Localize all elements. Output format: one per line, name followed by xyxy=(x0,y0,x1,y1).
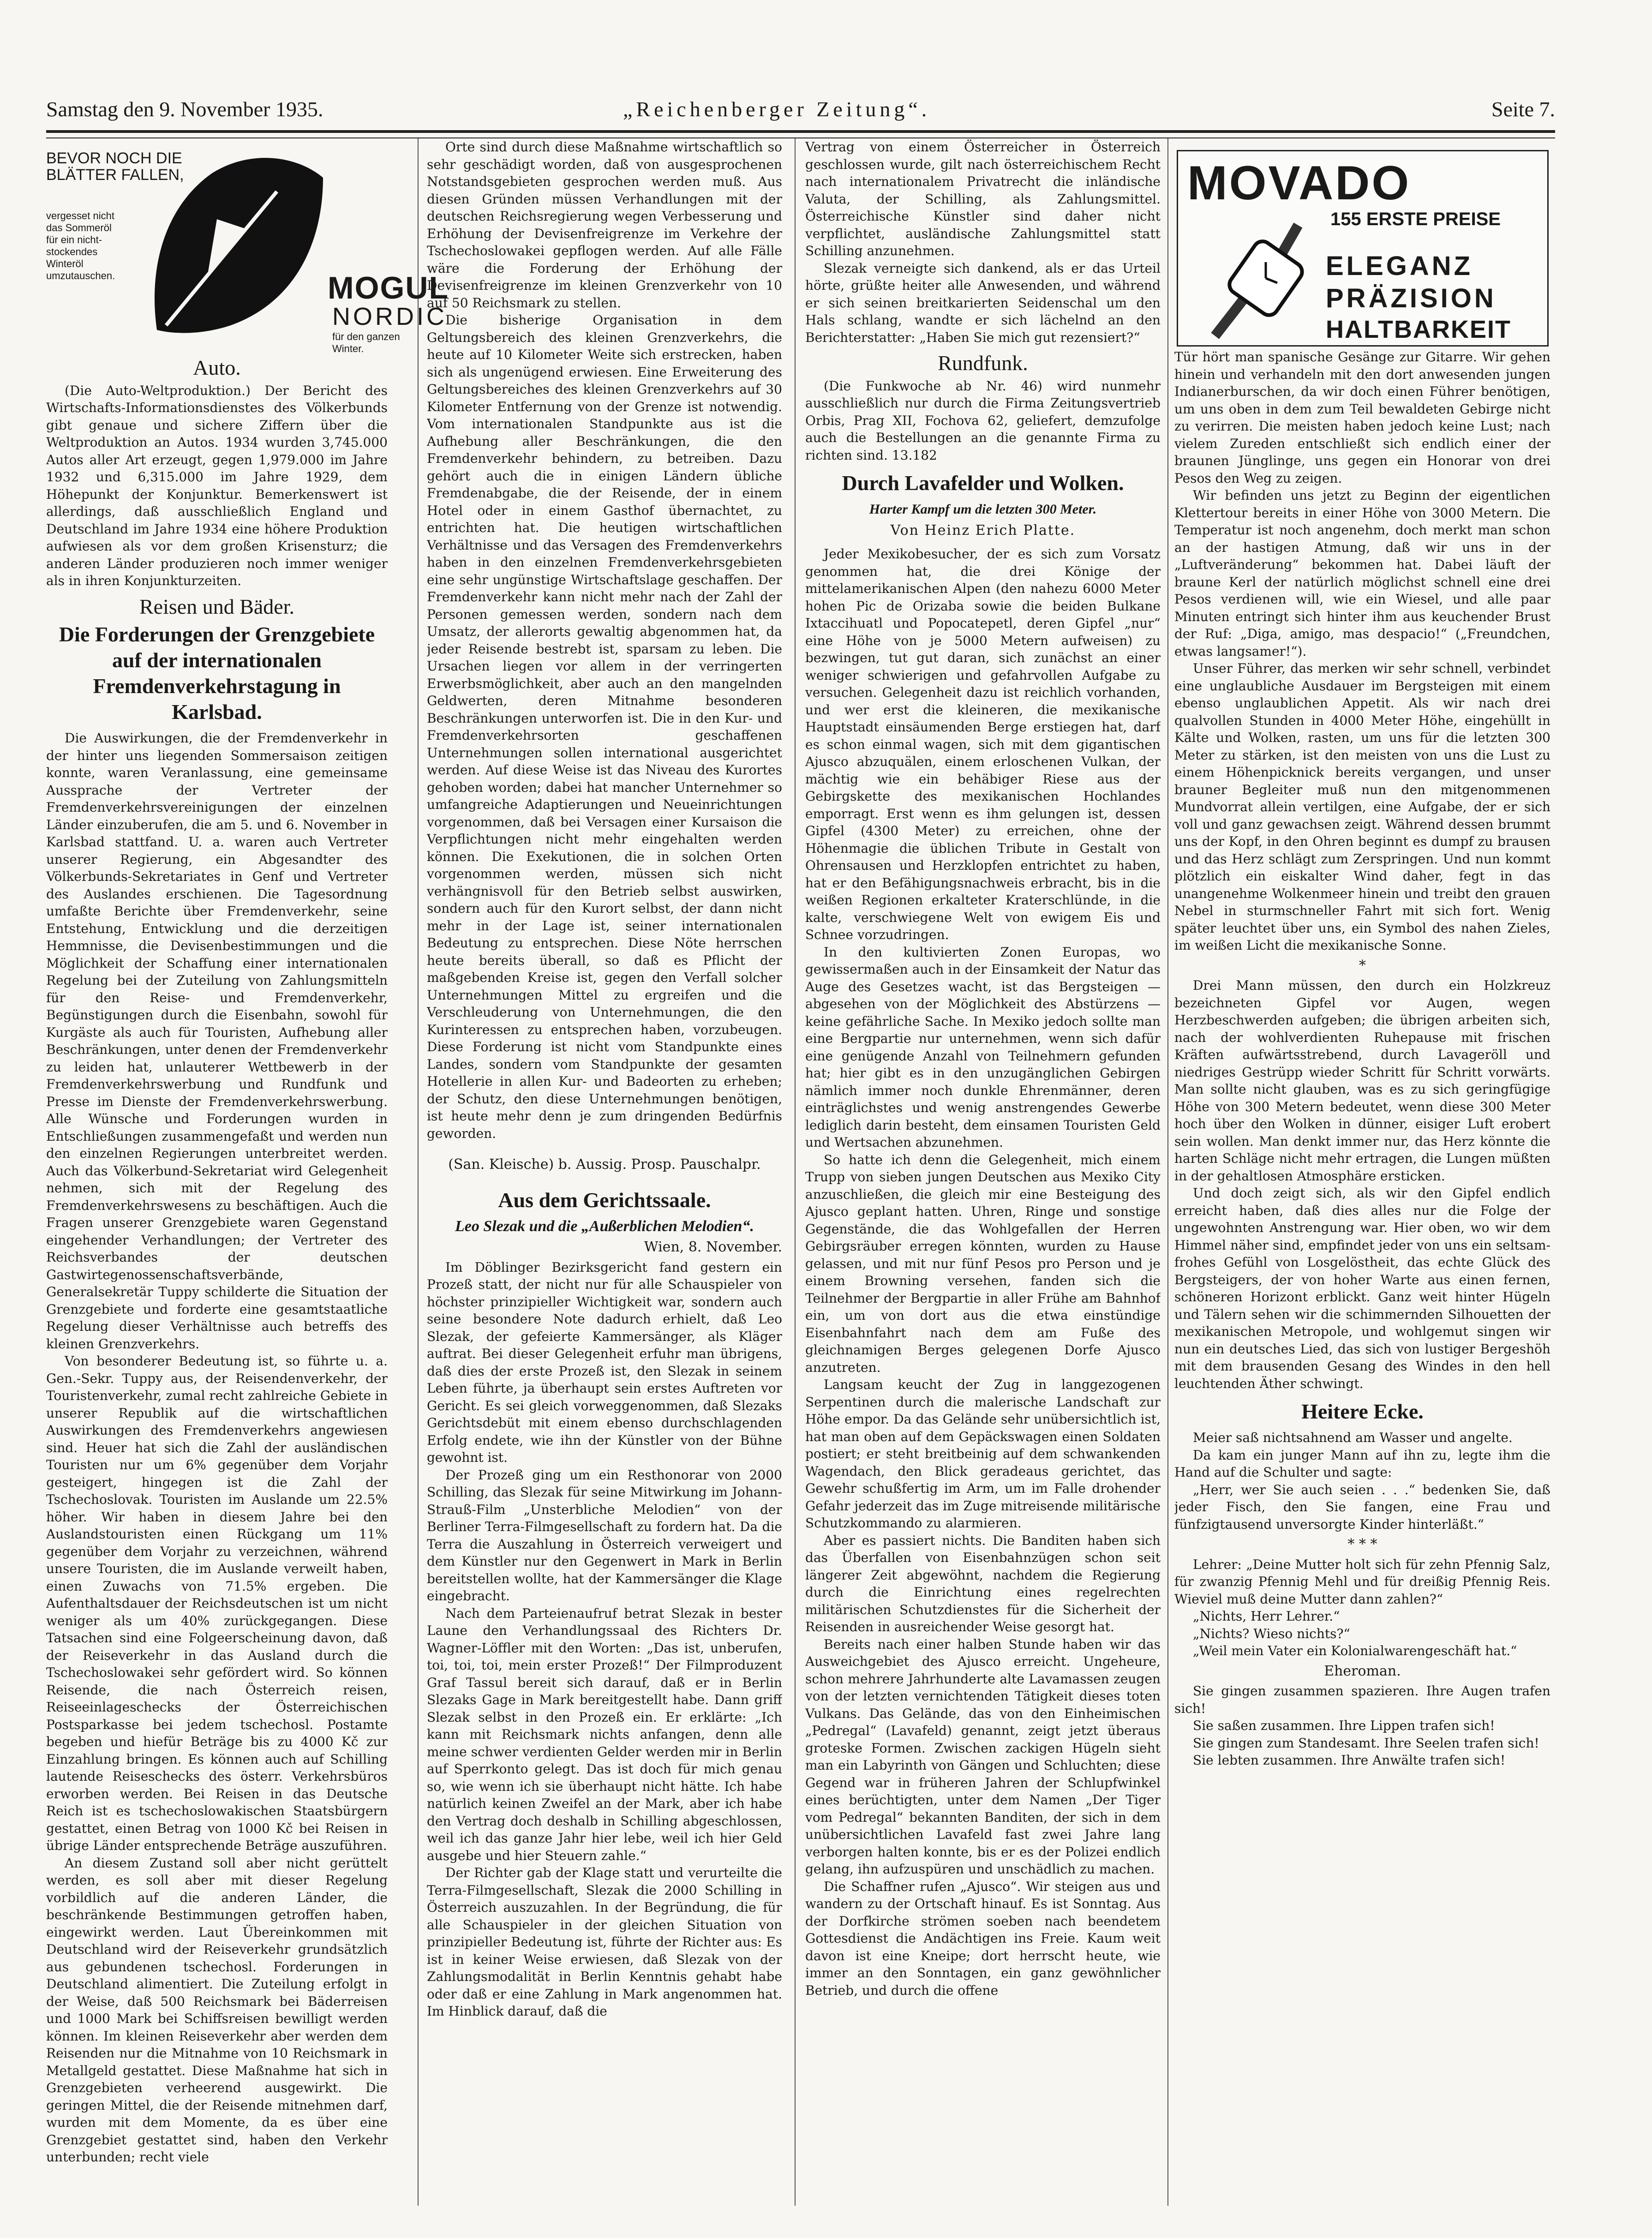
joke-line: „Nichts, Herr Lehrer.“ xyxy=(1193,1609,1340,1624)
article-paragraph: Der Prozeß ging um ein Resthonorar von 2000 Schilling, das Slezak für seine Mitwirkung im Johann-Strauß-Film „Unsterbliche Melodien“ von der Berliner Terra-Filmgesellschaft zu fordern hat. Da die Terra die Auszahlung in Österreich verweigert und dem Künstler nur den Gegenwert in Mark in Berlin bereitstellen wollte, hat der Kammersänger die Klage eingebracht. xyxy=(427,1467,782,1604)
article-rundfunk: (Die Funkwoche ab Nr. 46) wird nunmehr ausschließlich nur durch die Firma Zeitungsvertrieb Orbis, Prag XII, Fochova 62, geliefert, demzufolge auch die Bestellungen an die genannte Firma zu richten sind. 13.182 xyxy=(805,378,1161,463)
article-paragraph: Unser Führer, das merken wir sehr schnell, verbindet eine unglaubliche Ausdauer im Bergsteigen mit einem ebenso unglaublichen Appetit. Als wir nach drei qualvollen Stunden in 4000 Meter Höhe, eingehüllt in Kälte und Wolken, rasten, um uns für die letzten 300 Meter zu stärken, ist den meisten von uns die Lust zu einem Höhenpicknick bereits vergangen, und unser brauner Begleiter muß nun den mitgenommenen Mundvorrat allein vertilgen, eine Aufgabe, der er sich voll und ganz gewachsen zeigt. Während dessen brummt uns der Kopf, in den Ohren beginnt es dumpf zu brausen und das Herz schlägt zum Zerspringen. Und nun kommt plötzlich ein eiskalter Wind daher, fegt in das unangenehme Wolkenmeer hinein und treibt den grauen Nebel in sturmschneller Fahrt mit sich fort. Wenig später leuchtet über uns, ein Symbol des nahen Zieles, im weißen Licht die mexikanische Sonne. xyxy=(1174,661,1550,953)
article-paragraph: Wir befinden uns jetzt zu Beginn der eigentlichen Klettertour bereits in einer Höhe von 3000 Metern. Die Temperatur ist noch angenehm, doch merkt man schon an der hastigen Atmung, daß wir uns in der „Luftveränderung“ bekommen hat. Dabei läuft der braune Kerl der natürlich möglichst schnell eine drei Pesos verdienen will, wie ein Wiesel, und alle paar Minuten entringt sich hinter ihm aus keuchender Brust der Ruf: „Diga, amigo, mas despacio!“ („Freundchen, etwas langsamer!“). xyxy=(1174,488,1550,659)
column-4 xyxy=(1174,138,1550,2210)
mogul-brand-nordic: NORDIC xyxy=(332,303,447,330)
article-paragraph: So hatte ich denn die Gelegenheit, mich einem Trupp von sieben jungen Deutschen aus Mexiko City anzuschließen, die gleich mir eine Besteigung des Ajusco geplant hatten. Uhren, Ringe und sonstige Gegenstände, die das Wohlgefallen der Herren Gebirgsräuber erregen könnten, wurden zu Hause gelassen, und mit nur fünf Pesos pro Person und je einem Browning versehen, fanden sich die Teilnehmer der Bergpartie in aller Frühe am Bahnhof ein, um von dort aus die etwa einstündige Eisenbahnfahrt nach dem am Fuße des gleichnamigen Berges gelegenen Dorfe Ajusco anzutreten. xyxy=(805,1152,1161,1375)
section-heading-gericht: Aus dem Gerichtssaale. xyxy=(498,1188,711,1212)
article-paragraph: Tür hört man spanische Gesänge zur Gitarre. Wir gehen hinein und verhandeln mit den dort anwesenden jungen Indianerburschen, da wir doch einen Führer benötigen, um uns oben in dem zum Teil bewaldeten Gebirge nicht zu verirren. Die meisten haben jedoch keine Lust; nach vielem Zureden entschließt sich endlich einer der braunen Jünglinge, uns gegen ein Honorar von drei Pesos den Weg zu zeigen. xyxy=(1174,349,1550,486)
article-paragraph: Vertrag von einem Österreicher in Österreich geschlossen wurde, gilt nach österreichischem Recht nach internationalem Privatrecht die inländische Valuta, der Schilling, als Zahlungsmittel. Österreichische Künstler sind daher nicht verpflichtet, ausländische Zahlungsmittel statt Schilling anzunehmen. xyxy=(805,139,1161,258)
article-paragraph: In den kultivierten Zonen Europas, wo gewissermaßen auch in der Einsamkeit der Natur das Auge des Gesetzes wacht, ist das Bergsteigen — abgesehen von der Möglichkeit des Abstürzens — keine gefährliche Sache. In Mexiko jedoch sollte man eine Bergpartie nur unternehmen, wenn sich dafür eine genügende Anzahl von Teilnehmern gefunden hat; hier gibt es in den unzugänglichen Gebirgen nämlich immer noch dunkle Ehrenmänner, deren einträglichstes und wenig anstrengendes Gewerbe lediglich darin besteht, dem einsamen Touristen Geld und Wertsachen abzunehmen. xyxy=(805,944,1161,1150)
joke-line: Sie lebten zusammen. Ihre Anwälte trafen sich! xyxy=(1193,1753,1506,1768)
article-title-lavafelder: Durch Lavafelder und Wolken. xyxy=(842,471,1124,495)
article-paragraph: Slezak verneigte sich dankend, als er das Urteil hörte, grüßte heiter alle Anwesenden, und während er sich seinen breitkarierten Seidenschal um den Hals schlang, wandte er sich lächelnd an den Berichterstatter: „Haben Sie mich gut rezensiert?“ xyxy=(805,260,1161,345)
joke-line: „Weil mein Vater ein Kolonialwarengeschäft hat.“ xyxy=(1193,1643,1517,1658)
joke-line: „Herr, wer Sie auch seien . . .“ bedenken Sie, daß jeder Fisch, den Sie fangen, eine Frau und fünfzigtausend unversorgte Kinder hinterläßt.“ xyxy=(1174,1482,1550,1532)
mogul-tagline: für den ganzen Winter. xyxy=(332,331,400,354)
joke-line: Da kam ein junger Mann auf ihn zu, legte ihm die Hand auf die Schulter und sagte: xyxy=(1174,1447,1550,1480)
mogul-small-text: vergesset nicht das Sommeröl für ein nicht-stockendes Winteröl umzutauschen. xyxy=(46,210,115,281)
article-paragraph: Drei Mann müssen, den durch ein Holzkreuz bezeichneten Gipfel vor Augen, wegen Herzbeschwerden aufgeben; die übrigen arbeiten sich, nach der wohlverdienten Ruhepause mit frischen Kräften aufwärtsstrebend, durch Lavageröll und niedriges Gestrüpp wieder Schritt für Schritt vorwärts. Man sollte nicht glauben, was es zu sich geringfügige Höhe von 300 Metern bedeutet, wenn diese 300 Meter hoch über den Wolken in dünner, eisiger Luft erobert sein wollen. Man denkt immer nur, das Herz könnte die harten Schläge nicht mehr ertragen, die Lungen müßten in der gehaltlosen Atmosphäre ersticken. xyxy=(1174,978,1550,1184)
movado-haltbarkeit: HALTBARKEIT xyxy=(1326,316,1511,343)
movado-praezision: PRÄZISION xyxy=(1326,283,1496,313)
article-paragraph: Nach dem Parteienaufruf betrat Slezak in bester Laune den Verhandlungssaal des Richters Dr. Wagner-Löffler mit den Worten: „Das ist, unberufen, toi, toi, toi, mein erster Prozeß!“ Der Filmproduzent Graf Tassul bereit sich darauf, daß er in Berlin Slezaks Gage in Mark bereitgestellt habe. Dann griff Slezak selbst in den Prozeß ein. Er erklärte: „Ich kann mit Reichsmark nichts anfangen, denn alle meine schwer verdienten Gelder werden mir in Berlin auf Sperrkonto gelegt. Das ist doch für mich genau so, wie wenn ich sie überhaupt nicht hätte. Ich habe natürlich keinen Zweifel an der Mark, aber ich habe den Vertrag doch deshalb in Schilling abgeschlossen, weil ich das ganze Jahr hier lebe, weil ich hier Geld ausgebe und hier Steuern zahle.“ xyxy=(427,1605,782,1863)
article-paragraph: Die Auswirkungen, die der Fremdenverkehr in der hinter uns liegenden Sommersaison zeitigen konnte, waren Veranlassung, eine gemeinsame Aussprache der Vertreter der Fremdenverkehrsvereinigungen der einzelnen Länder einzuberufen, die am 5. und 6. November in Karlsbad stattfand. U. a. waren auch Vertreter unserer Regierung, ein Abgesandter des Völkerbunds-Sekretariates in Genf und Vertreter des Auslandes erschienen. Die Tagesordnung umfaßte Berichte über Fremdenverkehr, seine Entstehung, Entwicklung und die derzeitigen Hemmnisse, die Devisenbestimmungen und die Möglichkeit der Schaffung einer internationalen Regelung bei der Zuteilung von Zahlungsmitteln für den Reise- und Fremdenverkehr, Begünstigungen durch die Eisenbahn, sowohl für Kurgäste als auch für Touristen, Aufhebung aller Beschränkungen, unter denen der Fremdenverkehr zu leiden hat, unlauterer Wettbewerb in der Fremdenverkehrswerbung und Rundfunk und Presse im Dienste der Fremdenverkehrswerbung. Alle Wünsche und Forderungen wurden in Entschließungen zusammengefaßt und werden nun den einzelnen Regierungen unterbreitet werden. Auch das Völkerbund-Sekretariat wird Gelegenheit nehmen, sich mit der Regelung des Fremdenverkehrswesens zu beschäftigen. Auch die Fragen unserer Grenzgebiete waren Gegenstand eingehender Verhandlungen; der Vertreter des Reichsverbandes der deutschen Gastwirtegenossenschaftsverbände, Generalsekretär Tuppy schilderte die Situation der Grenzgebiete und forderte eine gesamtstaatliche Regelung dieser Verhältnisse auch betreffs des kleinen Grenzverkehrs. xyxy=(46,730,388,1352)
masthead xyxy=(46,92,1555,125)
section-heading-rundfunk: Rundfunk. xyxy=(938,351,1028,375)
column-divider xyxy=(1167,138,1168,2206)
joke-line: Lehrer: „Deine Mutter holt sich für zehn Pfennig Salz, für zwanzig Pfennig Mehl und für dreißig Pfennig Reis. Wieviel muß deine Mutter dann zahlen?“ xyxy=(1174,1556,1550,1607)
page-number: Seite 7. xyxy=(1491,97,1555,121)
movado-prizes: 155 ERSTE PREISE xyxy=(1330,209,1501,229)
header-rule xyxy=(46,130,1555,138)
byline: Von Heinz Erich Platte. xyxy=(890,522,1076,539)
article-paragraph: Die bisherige Organisation in dem Geltungsbereich des kleinen Grenzverkehrs, die heute auf 10 Kilometer Weite sich erstrecken, haben sich als ungenügend erwiesen. Eine Erweiterung des Geltungsbereiches des kleinen Grenzverkehrs auf 30 Kilometer Entfernung von der Grenze ist notwendig. Vom internationalen Standpunkte aus ist die Aufhebung aller Beschränkungen, die den Fremdenverkehr behindern, zu betreiben. Dazu gehört auch die in einigen Ländern übliche Fremdenabgabe, die der Reisende, der in einem Hotel oder in einem Gasthof übernachtet, zu entrichten hat. Die heutigen wirtschaftlichen Verhältnisse und das Versagen des Fremdenverkehrs haben in den einzelnen Fremdenverkehrsgebieten eine sehr ungünstige Wirtschaftslage geschaffen. Der Fremdenverkehr kann nicht mehr nach der Zahl der Personen gemessen werden, sondern nach dem Umsatz, der allerorts gewaltig abgenommen hat, da jeder Reisende bestrebt ist, sparsam zu leben. Die Ursachen liegen vor allem in der verringerten Erwerbsmöglichkeit, aber auch an den mangelnden Geldwerten, deren Mitnahme besonderen Beschränkungen unterworfen ist. Die in den Kur- und Fremdenverkehrsorten geschaffenen Unternehmungen sollen international ausgerichtet werden. Auf diese Weise ist das Niveau des Kurortes gehoben worden; dabei hat mancher Unternehmer so umfangreiche Adaptierungen und Neueinrichtungen vorgenommen, daß bei Versagen einer Kursaison die Verpflichtungen nicht mehr eingehalten werden können. Die Exekutionen, die in solchen Orten vorgenommen werden, müssen sich nicht verhängnisvoll für den Betrieb selbst auswirken, sondern auch für den Kurort selbst, der dann nicht mehr in der Lage ist, seiner internationalen Bedeutung zu entsprechen. Diese Nöte herrschen heute bereits überall, so daß es Pflicht der maßgebenden Kreise ist, gegen den Verfall solcher Unternehmungen Mittel zu ergreifen und die Verschleuderung von Unternehmungen, die den Kurinteressen zu entsprechen haben, vorzubeugen. Diese Forderung ist nicht vom Standpunkte eines Landes, sondern vom Standpunkte der gesamten Hotellerie in allen Kur- und Badeorten zu erheben; der Schutz, den diese Unternehmungen benötigen, ist heute mehr denn je zum dringenden Bedürfnis geworden. xyxy=(427,312,782,1141)
article-paragraph: Langsam keucht der Zug in langgezogenen Serpentinen durch die malerische Landschaft zur Höhe empor. Da das Gelände sehr unübersichtlich ist, hat man oben auf dem Gepäckswagen einen Soldaten postiert; er steht breitbeinig auf dem schwankenden Wagendach, den Blick geradeaus gerichtet, das Gewehr schußfertig im Arm, um im Falle drohender Gefahr jederzeit das im Zuge mitreisende militärische Schutzkommando zu alarmieren. xyxy=(805,1377,1161,1531)
article-paragraph: Aber es passiert nichts. Die Banditen haben sich das Überfallen von Eisenbahnzügen schon seit längerer Zeit abgewöhnt, nachdem die Regierung durch die Einrichtung eines regelrechten militärischen Schutzdienstes für die Sicherheit der Reisenden in ausreichender Weise gesorgt hat. xyxy=(805,1532,1161,1634)
article-paragraph: Im Döblinger Bezirksgericht fand gestern ein Prozeß statt, der nicht nur für alle Schauspieler von höchster prinzipieller Wichtigkeit war, sondern auch seine besondere Note dadurch erhielt, daß Leo Slezak, der gefeierte Kammersänger, als Kläger auftrat. Bei dieser Gelegenheit erfuhr man übrigens, daß dies der erste Prozeß ist, den Slezak in seinem Leben führte, ja überhaupt sein erstes Auftreten vor Gericht. Es sei gleich vorweggenommen, daß Slezaks Gerichtsdebüt mit einem ebenso durchschlagenden Erfolg endete, wie ihn der Künstler von der Bühne gewohnt ist. xyxy=(427,1259,782,1465)
dateline: Wien, 8. November. xyxy=(644,1239,782,1255)
column-1 xyxy=(46,138,388,2210)
article-paragraph: Von besonderer Bedeutung ist, so führte u. a. Gen.-Sekr. Tuppy aus, der Reisendenverkehr, der Touristenverkehr, zumal recht zahlreiche Gebiete in unserer Republik auf die wirtschaftlichen Auswirkungen des Fremdenverkehrs angewiesen sind. Heuer hat sich die Zahl der ausländischen Touristen nur um 6% gegenüber dem Vorjahr gesteigert, hingegen ist die Zahl der Tschechoslovak. Touristen im Auslande um 22.5% höher. Wir haben in diesem Jahre bei den Auslandstouristen einen Rückgang um 11% gegenüber dem Vorjahr zu verzeichnen, während unsere Touristen, die im Auslande verweilt haben, einen Zuwachs von 71.5% ergeben. Die Aufenthaltsdauer der Reichsdeutschen ist um nicht weniger als um 40% zurückgegangen. Diese Tatsachen sind eine Folgeerscheinung davon, daß der Reiseverkehr in das Ausland durch die Tschechoslowakei sehr gefördert wird. So können Reisende, die nach Österreich reisen, Reiseeinlageschecks der Österreichischen Postsparkasse bei jedem tschechosl. Postamte begeben und hiefür Beträge bis zu 4000 Kč zur Einzahlung bringen. Es können auch auf Schilling lautende Reiseschecks des österr. Verkehrsbüros erworben werden. Bei Reisen in das Deutsche Reich ist es tschechoslowakischen Staatsbürgern gestattet, einen Betrag von 1000 Kč bei Reisen in übrige Länder entsprechende Beträge auszuführen. xyxy=(46,1353,388,1853)
article-paragraph: Die Schaffner rufen „Ajusco“. Wir steigen aus und wandern zu der Ortschaft hinauf. Es ist Sonntag. Aus der Dorfkirche strömen soeben nach beendetem Gottesdienst die Andächtigen ins Freie. Kaum weit davon ist eine Kneipe; dort herrscht heute, wie immer an den Sonntagen, ein ganz gewöhnlicher Betrieb, und durch die offene xyxy=(805,1879,1161,1998)
article-paragraph: Der Richter gab der Klage statt und verurteilte die Terra-Filmgesellschaft, Slezak die 2000 Schilling in Österreich auszuzahlen. In der Begründung, die für alle Schauspieler in der gleichen Situation von prinzipieller Bedeutung ist, führte der Richter aus: Es ist in keiner Weise erwiesen, daß Slezak von der Zahlungsmodalität in Berlin Kenntnis gehabt habe oder daß er eine Zahlung in Mark angenommen hat. Im Hinblick darauf, daß die xyxy=(427,1865,782,2019)
article-auto: (Die Auto-Weltproduktion.) Der Bericht des Wirtschafts-Informationsdienstes des Völkerbunds gibt genaue und sichere Ziffern über die Weltproduktion an Autos. 1934 wurden 3,745.000 Autos aller Art erzeugt, gegen 1,979.000 im Jahre 1932 und 6,315.000 im Jahre 1929, dem Höhepunkt der Konjunktur. Bemerkenswert ist allerdings, daß ausschließlich England und Deutschland im Jahre 1934 eine höhere Produktion aufwiesen als vor dem großen Krisensturz; die anderen Länder produzieren noch immer weniger als in ihren Konjunkturzeiten. xyxy=(46,383,388,588)
joke-line: Sie gingen zusammen spazieren. Ihre Augen trafen sich! xyxy=(1174,1683,1550,1716)
article-paragraph: Jeder Mexikobesucher, der es sich zum Vorsatz genommen hat, die drei Könige der mittelamerikanischen Alpen (den nahezu 6000 Meter hohen Pic de Orizaba sowie die beiden Bulkane Ixtaccihuatl und Popocatepetl, deren Gipfel „nur“ eine Höhe von je 5000 Metern aufweisen) zu bezwingen, tut gut daran, sich zunächst an einer weniger schwierigen und gefahrvollen Aufgabe zu versuchen. Gelegenheit dazu ist reichlich vorhanden, und wer erst die kleineren, die mexikanische Hauptstadt einsäumenden Berge erstiegen hat, darf es schon einmal wagen, sich mit dem gigantischen Ajusco abzuquälen, einem erloschenen Vulkan, der mächtig wie ein behäbiger Riese aus der Gebirgskette des mexikanischen Hochlandes emporragt. Erst wenn es ihm gelungen ist, dessen Gipfel (4300 Meter) zu erreichen, ohne der Höhenmagie die üblichen Tribute in Gestalt von Ohrensausen und Herzklopfen entrichtet zu haben, hat er den Befähigungsnachweis erbracht, bis in die weißen Regionen erkalteter Kraterschlünde, in die kalte, verschwiegene Welt von ewigem Eis und Schnee vorzudringen. xyxy=(805,546,1161,942)
column-divider xyxy=(795,138,796,2206)
section-star: * xyxy=(1359,957,1366,974)
joke-line: „Nichts? Wieso nichts?“ xyxy=(1193,1626,1350,1641)
article-title-slezak: Leo Slezak und die „Außerblichen Melodien“. xyxy=(455,1217,754,1235)
issue-date: Samstag den 9. November 1935. xyxy=(46,97,323,121)
column-3 xyxy=(805,138,1161,2210)
section-heading-reisen: Reisen und Bäder. xyxy=(139,594,294,618)
section-heading-heitere-ecke: Heitere Ecke. xyxy=(1301,1400,1424,1423)
mogul-brand: MOGUL xyxy=(328,270,449,305)
column-divider xyxy=(418,138,419,2206)
section-heading-auto: Auto. xyxy=(193,356,241,379)
joke-title: Eheroman. xyxy=(1324,1663,1401,1679)
joke-line: Sie saßen zusammen. Ihre Lippen trafen sich! xyxy=(1193,1718,1495,1733)
article-subtitle: Harter Kampf um die letzten 300 Meter. xyxy=(869,502,1097,517)
article-paragraph: Orte sind durch diese Maßnahme wirtschaftlich so sehr geschädigt worden, daß von ausgesprochenen Notstandsgebieten gesprochen werden muß. Aus diesen Gründen müssen Verhandlungen mit der deutschen Reichsregierung wegen Verbesserung und Erhöhung der Devisenfreigrenze im Verkehre der Tschechoslowakei gepflogen werden. Auf alle Fälle wäre die Forderung der Erhöhung der Devisenfreigrenze im kleinen Grenzverkehr von 10 auf 50 Reichsmark zu stellen. xyxy=(427,139,782,311)
joke-separator: * * * xyxy=(1347,1536,1377,1552)
article-title-grenzgebiete: Die Forderungen der Grenzgebiete auf der internationalen Fremdenverkehrstagung in Karlsbad. xyxy=(59,622,375,724)
movado-eleganz: ELEGANZ xyxy=(1326,251,1473,281)
article-paragraph: Und doch zeigt sich, als wir den Gipfel endlich erreicht haben, daß dies alles nur die Folge der ungewohnten Anstrengung war. Hier oben, wo wir dem Himmel näher sind, empfindet jeder von uns ein seltsam-frohes Gefühl von Losgelöstheit, das echte Glück des Bergsteigers, der von hoher Warte aus einen fernen, schöneren Horizont erblickt. Ganz weit hinter Hügeln und Tälern sehen wir die schimmernden Silhouetten der mexikanischen Metropole, und wohlgemut singen wir nun ein deutsches Lied, das sich von lustiger Bergeshöh mit dem brausenden Gesang des Windes in den hell leuchtenden Äther schwingt. xyxy=(1174,1185,1550,1391)
joke-line: Meier saß nichtsahnend am Wasser und angelte. xyxy=(1193,1430,1513,1445)
joke-line: Sie gingen zum Standesamt. Ihre Seelen trafen sich! xyxy=(1193,1735,1539,1751)
mogul-headline: BEVOR NOCH DIE BLÄTTER FALLEN, xyxy=(46,150,184,184)
newspaper-title: „Reichenberger Zeitung“. xyxy=(623,97,931,121)
column-2 xyxy=(427,138,782,2210)
advert-line: (San. Kleische) b. Aussig. Prosp. Pauschalpr. xyxy=(448,1156,761,1173)
movado-brand: MOVADO xyxy=(1187,156,1411,210)
article-paragraph: Bereits nach einer halben Stunde haben wir das Ausweichgebiet des Ajusco erreicht. Ungeheure, schon mehrere Jahrhunderte alte Lavamassen zeugen von der letzten vernichtenden Tätigkeit dieses toten Vulkans. Das Gelände, das von den Einheimischen „Pedregal“ (Lavafeld) genannt, zeigt jetzt überaus groteske Formen. Zwischen zackigen Hügeln sieht man ein Labyrinth von Gängen und Schluchten; diese Gegend war in früheren Jahren der Schlupfwinkel eines berüchtigten, unter dem Namen „Der Tiger vom Pedregal“ bekannten Banditen, der sich in dem unübersichtlichen Lavafeld fast zwei Jahre lang verborgen halten konnte, bis er es der Polizei endlich gelang, ihn aufzuspüren und unschädlich zu machen. xyxy=(805,1636,1161,1877)
article-paragraph: An diesem Zustand soll aber nicht gerüttelt werden, es soll aber mit dieser Regelung vorbildlich auf die anderen Länder, die beschränkende Bestimmungen getroffen haben, eingewirkt werden. Laut Übereinkommen mit Deutschland wird der Reiseverkehr grundsätzlich aus gebundenen tschechosl. Forderungen in Deutschland alimentiert. Die Zuteilung erfolgt in der Weise, daß 500 Reichsmark bei Bäderreisen und 1000 Mark bei Schiffsreisen bewilligt werden können. Im kleinen Reiseverkehr aber werden dem Reisenden nur die Mitnahme von 10 Reichsmark in Metallgeld gestattet. Diese Maßnahme hat sich in Grenzgebieten verheerend ausgewirkt. Die geringen Mittel, die der Reisende mitnehmen darf, wurden mit dem Momente, da es über eine Grenzgebiet gestattet sind, haben den Verkehr unterbunden; recht viele xyxy=(46,1855,388,2165)
